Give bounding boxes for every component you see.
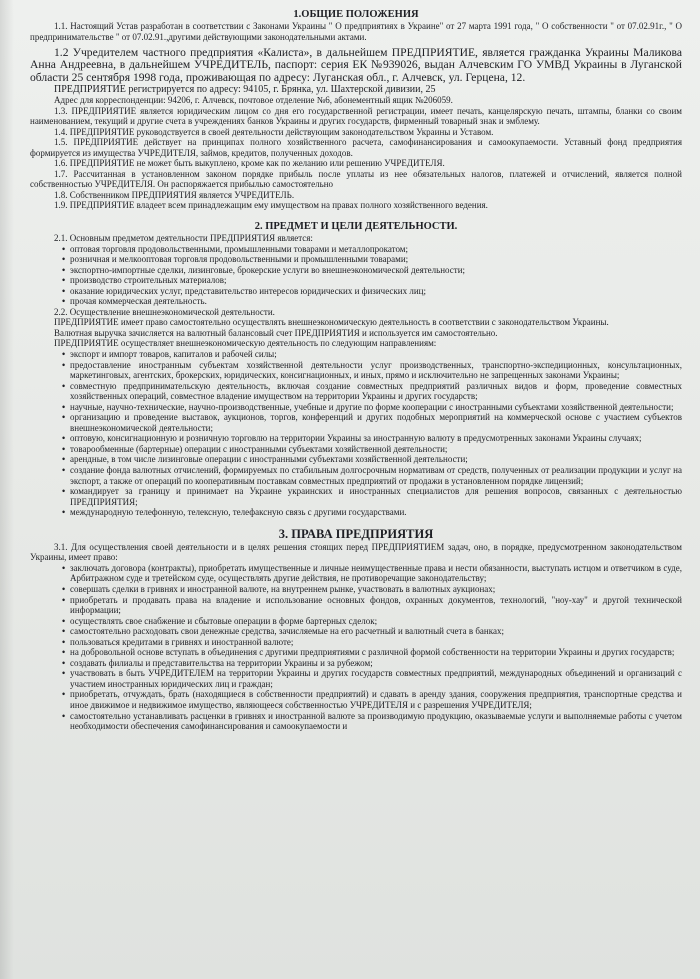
list-item: • совместную предпринимательскую деятельность, включая создание совместных предприятий различных видов и форм, проведение совместных хозяйственных операций, совместное владение имуществом на территории Украины и других государств;	[30, 381, 682, 402]
paragraph-1-5: 1.5. ПРЕДПРИЯТИЕ действует на принципах полного хозяйственного расчета, самофинансирования и самоокупаемости. Уставный фонд предприятия формируется из имущества УЧРЕДИТЕЛЯ, займов, кредитов, полученных доходов.	[30, 137, 682, 158]
list-item: • осуществлять свое снабжение и сбытовые операции в форме бартерных сделок;	[30, 616, 682, 627]
section-2-title: 2. ПРЕДМЕТ И ЦЕЛИ ДЕЯТЕЛЬНОСТИ.	[254, 221, 458, 232]
paragraph-2-2: 2.2. Осуществление внешнеэкономической деятельности.	[54, 306, 275, 317]
list-item: • на добровольной основе вступать в объединения с другими предприятиями с различной формой собственности на территории Украины и других государств;	[30, 647, 682, 658]
scan-edge-shadow	[0, 0, 14, 979]
paragraph-1-9: 1.9. ПРЕДПРИЯТИЕ владеет всем принадлежащим ему имуществом на правах полного хозяйственного ведения.	[54, 200, 488, 211]
list-item: • совершать сделки в гривнях и иностранной валюте, на внутреннем рынке, участвовать в валютных аукционах;	[30, 584, 682, 595]
paragraph-1-7: 1.7. Рассчитанная в установленном законом порядке прибыль после уплаты из нее обязательных налогов, платежей и отчислений, является полной собственностью УЧРЕДИТЕЛЯ. Он распоряжается прибылью самостоятельно	[30, 168, 682, 190]
paragraph-1-8: 1.8. Собственником ПРЕДПРИЯТИЯ является УЧРЕДИТЕЛЬ.	[54, 189, 295, 200]
list-item: • создавать филиалы и представительства на территории Украины и за рубежом;	[30, 658, 682, 669]
paragraph-2-2b: Валютная выручка зачисляется на валютный балансовый счет ПРЕДПРИЯТИЯ и используется им самостоятельно.	[54, 327, 498, 338]
list-item: • прочая коммерческая деятельность.	[30, 296, 682, 307]
paragraph-3-1: 3.1. Для осуществления своей деятельности и в целях решения стоящих перед ПРЕДПРИЯТИЕМ задач, оно, в порядке, предусмотренном законодательством Украины, имеет право:	[30, 541, 682, 563]
section-1-title: 1.ОБЩИЕ ПОЛОЖЕНИЯ	[293, 9, 419, 20]
list-item: • оптовая торговля продовольственными, промышленными товарами и металлопрокатом;	[30, 244, 682, 255]
list-item: • оптовую, консигнационную и розничную торговлю на территории Украины за иностранную валюту в предусмотренных законами Украины случаях;	[30, 433, 682, 444]
list-item: • предоставление иностранным субъектам хозяйственной деятельности услуг производственных, транспортно-экспедиционных, консультационных, маркетинговых, агентских, брокерских, юридических, консигнационных, и иных, прямо и исключительно не запрещенных законами Украины;	[30, 360, 682, 381]
paragraph-1-2: 1.2 Учредителем частного предприятия «Калиста», в дальнейшем ПРЕДПРИЯТИЕ, является гражданка Украины Маликова Анна Андреевна, в дальнейшем УЧРЕДИТЕЛЬ, паспорт: серия ЕК №939026, выдан Алчевским ГО УМВД Украины в Луганской области 25 сентября 1998 года, проживающая по адресу: Луганская обл., г. Алчевск, ул. Герцена, 12.	[30, 46, 682, 84]
list-item: • товарообменные (бартерные) операции с иностранными субъектами хозяйственной деятельности;	[30, 444, 682, 455]
list-item: • самостоятельно расходовать свои денежные средства, зачисляемые на его расчетный и валютный счета в банках;	[30, 626, 682, 637]
list-item: • оказание юридических услуг, представительство интересов юридических и физических лиц;	[30, 286, 682, 297]
activity-list	[30, 244, 682, 307]
paragraph-address-1: ПРЕДПРИЯТИЕ регистрируется по адресу: 94105, г. Брянка, ул. Шахтерской дивизии, 25	[54, 83, 436, 95]
list-item: • организацию и проведение выставок, аукционов, торгов, конференций и других подобных мероприятий на коммерческой основе с участием субъектов внешнеэкономической деятельности;	[30, 412, 682, 433]
paragraph-address-2: Адрес для корреспонденции: 94206, г. Алчевск, почтовое отделение №6, абонементный ящик №206059.	[54, 94, 453, 105]
paragraph-1-4: 1.4. ПРЕДПРИЯТИЕ руководствуется в своей деятельности действующим законодательством Украины и Уставом.	[54, 126, 494, 137]
list-item: • розничная и мелкооптовая торговля продовольственными и промышленными товарами;	[30, 254, 682, 265]
list-item: • командирует за границу и принимает на Украине украинских и иностранных специалистов для решения вопросов, связанных с деятельностью ПРЕДПРИЯТИЯ;	[30, 486, 682, 507]
list-item: • самостоятельно устанавливать расценки в гривнях и иностранной валюте за производимую продукцию, оказываемые услуги и выполняемые работы с учетом необходимости обеспечения самофинансирования и самоокупаемости и	[30, 711, 682, 732]
rights-list	[30, 563, 682, 732]
list-item: • приобретать, отчуждать, брать (находящиеся в собственности предприятий) и сдавать в аренду здания, сооружения предприятия, транспортные средства и иное движимое и недвижимое имущество, являющееся собственностью УЧРЕДИТЕЛЯ и с разрешения УЧРЕДИТЕЛЯ;	[30, 689, 682, 710]
paragraph-2-2c: ПРЕДПРИЯТИЕ осуществляет внешнеэкономическую деятельность по следующим направлениям:	[54, 338, 437, 349]
paragraph-2-2a: ПРЕДПРИЯТИЕ имеет право самостоятельно осуществлять внешнеэкономическую деятельность в соответствии с законодательством Украины.	[54, 317, 609, 328]
foreign-activity-list	[30, 349, 682, 518]
list-item: • научные, научно-технические, научно-производственные, учебные и другие по форме кооперации с иностранными субъектами хозяйственной деятельности;	[30, 402, 682, 413]
list-item: • арендные, в том числе лизинговые операции с иностранными субъектами хозяйственной деятельности;	[30, 454, 682, 465]
section-3-title: 3. ПРАВА ПРЕДПРИЯТИЯ	[278, 526, 434, 541]
list-item: • экспорт и импорт товаров, капиталов и рабочей силы;	[30, 349, 682, 360]
list-item: • заключать договора (контракты), приобретать имущественные и личные неимущественные права и нести обязанности, выступать истцом и ответчиком в суде, Арбитражном суде и третейском суде, осуществлять другие действия, не противоречащие законодательству;	[30, 563, 682, 584]
list-item: • пользоваться кредитами в гривнях и иностранной валюте;	[30, 637, 682, 648]
paragraph-2-1: 2.1. Основным предметом деятельности ПРЕДПРИЯТИЯ является:	[54, 233, 313, 243]
list-item: • приобретать и продавать права на владение и использование основных фондов, охранных документов, технологий, "ноу-хау" и другой технической информации;	[30, 595, 682, 616]
paragraph-1-6: 1.6. ПРЕДПРИЯТИЕ не может быть выкуплено, кроме как по желанию или решению УЧРЕДИТЕЛЯ.	[54, 158, 445, 169]
list-item: • создание фонда валютных отчислений, формируемых по стабильным долгосрочным нормативам от средств, полученных от реализации продукции и услуг на экспорт, а также от операций по кооперативным поставкам совместных предприятий от продажи в установленном порядке лицензий;	[30, 465, 682, 486]
paragraph-1-1: 1.1. Настоящий Устав разработан в соответствии с Законами Украины " О предприятиях в Украине" от 27 марта 1991 года, " О собственности " от 07.02.91г., " О предпринимательстве " от 07.02.91.,другими действующими законодательными актами.	[30, 21, 682, 42]
list-item: • международную телефонную, телексную, телефаксную связь с другими государствами.	[30, 507, 682, 518]
list-item: • участвовать в быть УЧРЕДИТЕЛЕМ на территории Украины и других государств совместных предприятий, международных объединений и организаций с участием иностранных юридических лиц и граждан;	[30, 668, 682, 689]
list-item: • экспортно-импортные сделки, лизинговые, брокерские услуги во внешнеэкономической деятельности;	[30, 265, 682, 276]
paragraph-1-3: 1.3. ПРЕДПРИЯТИЕ является юридическим лицом со дня его государственной регистрации, имеет печать, канцелярскую печать, штампы, бланки со своим наименованием, текущий и другие счета в учреждениях банков Украины и других государств, фирменный товарный знак и эмблему.	[30, 105, 682, 127]
list-item: • производство строительных материалов;	[30, 275, 682, 286]
